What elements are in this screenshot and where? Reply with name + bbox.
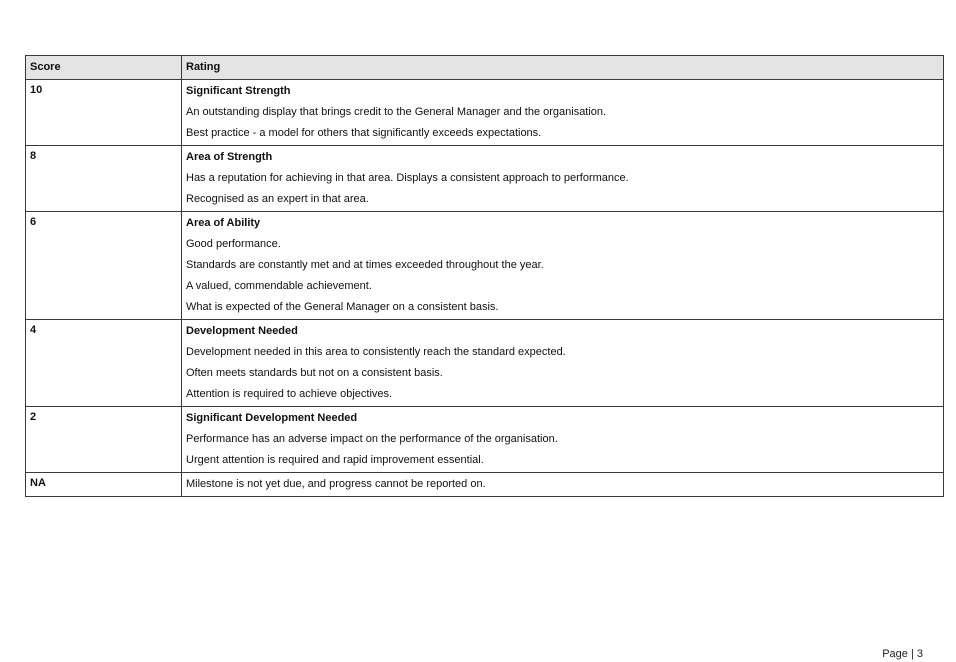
rating-description-line: Attention is required to achieve objectives.	[186, 388, 393, 400]
rating-heading: Area of Strength	[186, 151, 273, 163]
rating-cell	[182, 320, 944, 407]
rating-description-line: Recognised as an expert in that area.	[186, 193, 369, 205]
score-cell: 4	[26, 320, 182, 407]
rating-description-line: Often meets standards but not on a consistent basis.	[186, 367, 443, 379]
score-cell: 2	[26, 407, 182, 473]
score-column-header: Score	[26, 56, 182, 80]
table-row	[26, 80, 944, 146]
rating-cell	[182, 407, 944, 473]
score-cell: 6	[26, 212, 182, 320]
rating-heading: Area of Ability	[186, 217, 261, 229]
rating-description-line: Development needed in this area to consistently reach the standard expected.	[186, 346, 566, 358]
table-row	[26, 212, 944, 320]
table-row	[26, 473, 944, 497]
rating-description-line: Good performance.	[186, 238, 281, 250]
score-cell: 8	[26, 146, 182, 212]
rating-cell	[182, 473, 944, 497]
rating-description-line: Urgent attention is required and rapid improvement essential.	[186, 454, 484, 466]
rating-heading: Significant Strength	[186, 85, 291, 97]
table-header-row	[26, 56, 944, 80]
rating-cell	[182, 212, 944, 320]
rating-heading: Development Needed	[186, 325, 298, 337]
rating-column-header: Rating	[182, 56, 944, 80]
rating-description-line: A valued, commendable achievement.	[186, 280, 372, 292]
rating-description-line: Milestone is not yet due, and progress cannot be reported on.	[186, 478, 486, 490]
rating-scale-table	[25, 55, 944, 497]
rating-cell	[182, 146, 944, 212]
score-cell: 10	[26, 80, 182, 146]
rating-description-line: Standards are constantly met and at times exceeded throughout the year.	[186, 259, 544, 271]
rating-description-line: Best practice - a model for others that significantly exceeds expectations.	[186, 127, 542, 139]
rating-description-line: What is expected of the General Manager on a consistent basis.	[186, 301, 499, 313]
table-row	[26, 320, 944, 407]
rating-cell	[182, 80, 944, 146]
table-row	[26, 407, 944, 473]
table-body	[26, 80, 944, 497]
page-number: Page | 3	[882, 648, 923, 660]
table-row	[26, 146, 944, 212]
score-cell: NA	[26, 473, 182, 497]
rating-description-line: Has a reputation for achieving in that area. Displays a consistent approach to performance.	[186, 172, 629, 184]
rating-heading: Significant Development Needed	[186, 412, 358, 424]
rating-description-line: An outstanding display that brings credit to the General Manager and the organisation.	[186, 106, 607, 118]
rating-description-line: Performance has an adverse impact on the performance of the organisation.	[186, 433, 558, 445]
